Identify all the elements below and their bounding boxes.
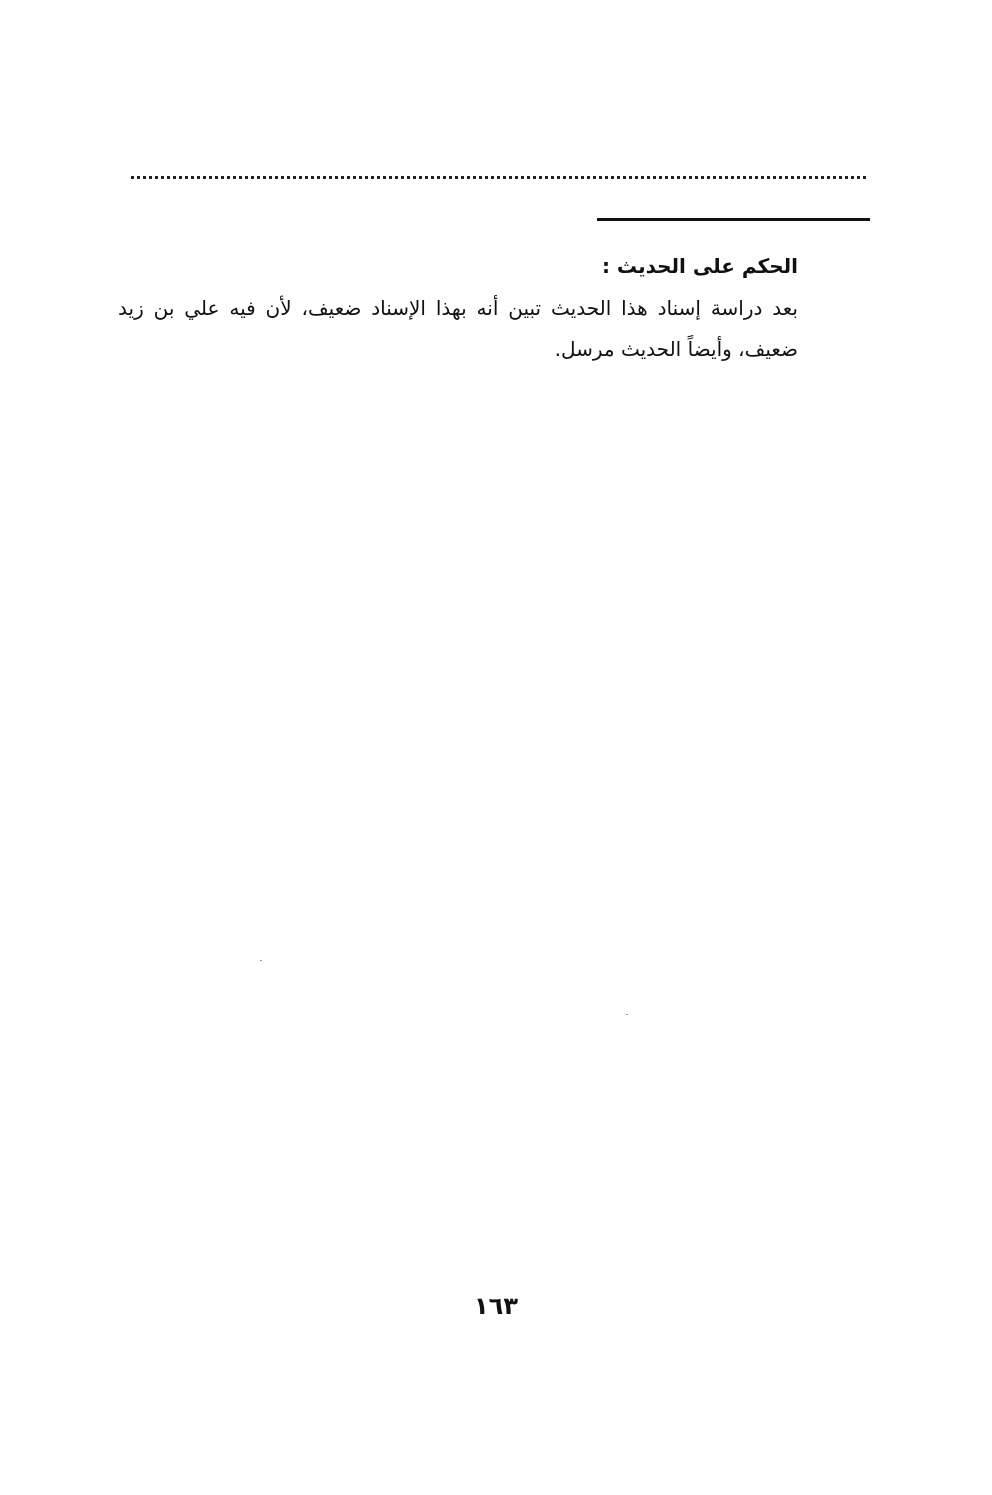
page-number: ١٦٣	[474, 1292, 518, 1320]
scan-speck	[260, 960, 262, 961]
section-paragraph: بعد دراسة إسناد هذا الحديث تبين أنه بهذا الإسناد ضعيف، لأن فيه علي بن زيد ضعيف، وأيضاً الحديث مرسل.	[118, 296, 798, 361]
footnote-rule	[597, 218, 870, 221]
scan-speck	[626, 1014, 628, 1015]
section-body	[118, 248, 798, 370]
section-heading: الحكم على الحديث :	[601, 254, 798, 278]
dotted-separator	[131, 176, 866, 179]
